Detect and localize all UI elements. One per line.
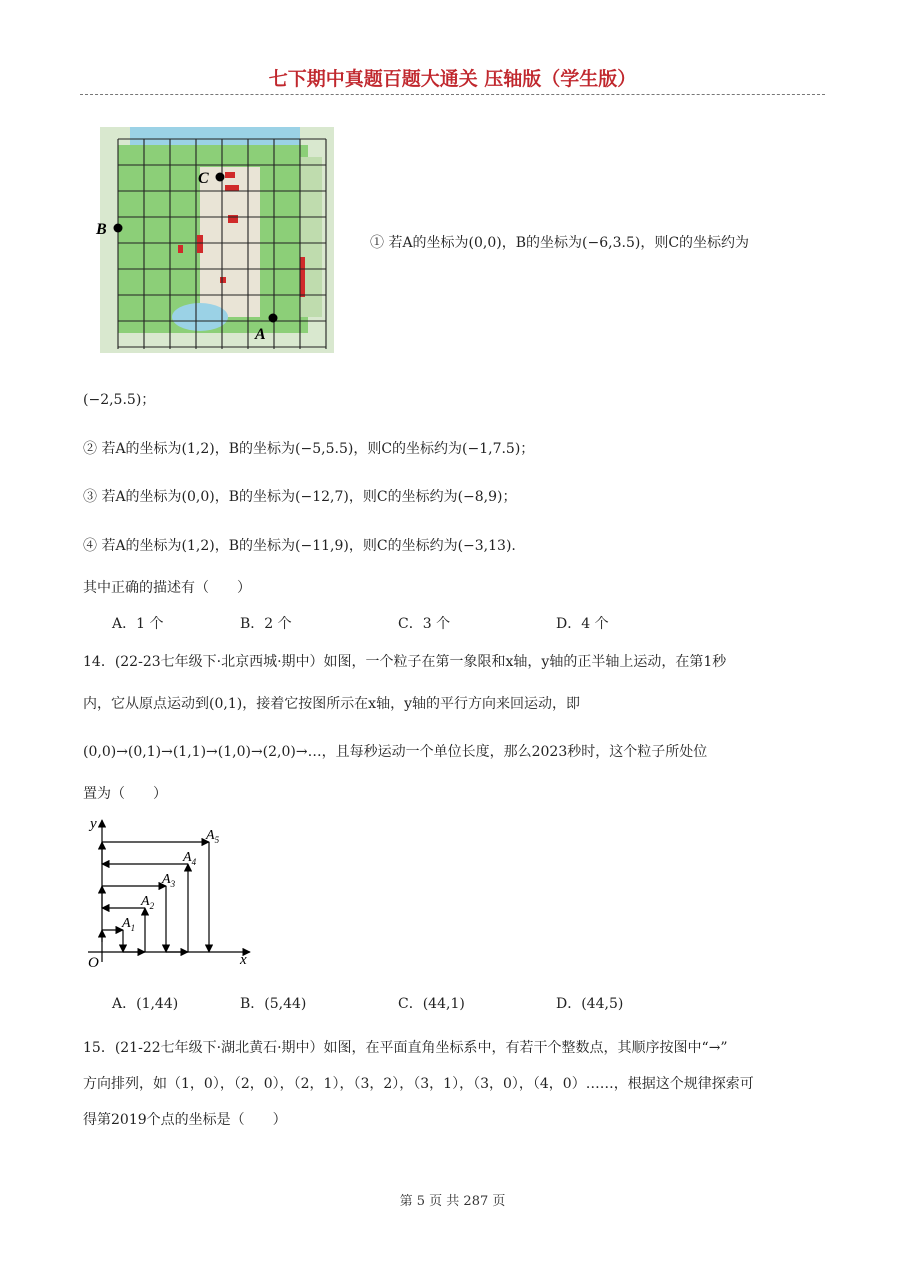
page-footer: 第 5 页 共 287 页 (399, 1194, 506, 1209)
point-a3-label: $A_3$ (162, 872, 176, 889)
q15-line-3: 得第2019个点的坐标是（ ） (83, 1112, 287, 1128)
point-a5-label: $A_5$ (206, 828, 220, 845)
q13-statement-2: ② 若A的坐标为(1,2)，B的坐标为(−5,5.5)，则C的坐标约为(−1,7.5)； (83, 441, 535, 457)
q14-line-3: (0,0)→(0,1)→(1,1)→(1,0)→(2,0)→…，且每秒运动一个单位长度，那么2023秒时，这个粒子所处位 (83, 744, 708, 760)
point-c-marker (216, 173, 225, 182)
map-figure (96, 127, 334, 353)
header-divider (80, 94, 825, 95)
q14-option-c[interactable]: C．(44,1) (398, 996, 465, 1012)
q14-option-b[interactable]: B．(5,44) (240, 996, 307, 1012)
y-axis-label: y (90, 816, 97, 832)
point-a-label: A (255, 326, 266, 343)
q13-option-a[interactable]: A．1 个 (112, 616, 164, 632)
q14-line-4: 置为（ ） (83, 786, 167, 802)
point-a4-label: $A_4$ (183, 850, 197, 867)
q13-prompt: 其中正确的描述有（ ） (83, 580, 251, 596)
q13-option-b[interactable]: B．2 个 (240, 616, 292, 632)
map-building (228, 215, 238, 223)
map-building (220, 277, 226, 283)
q15-line-2: 方向排列，如（1，0），（2，0），（2，1），（3，2），（3，1），（3，0），（4，0）……，根据这个规律探索可 (83, 1076, 754, 1092)
q15-line-1: 15．(21-22七年级下·湖北黄石·期中）如图，在平面直角坐标系中，有若干个整数点，其顺序按图中“→” (83, 1040, 728, 1056)
q13-option-d[interactable]: D．4 个 (556, 616, 609, 632)
map-building (225, 185, 239, 191)
q14-line-1: 14．(22-23七年级下·北京西城·期中）如图，一个粒子在第一象限和x轴，y轴的正半轴上运动，在第1秒 (83, 654, 727, 670)
q13-statement-1b: (−2,5.5)； (83, 392, 156, 408)
point-a1-label: $A_1$ (122, 916, 136, 933)
q14-option-d[interactable]: D．(44,5) (556, 996, 624, 1012)
q13-statement-4: ④ 若A的坐标为(1,2)，B的坐标为(−11,9)，则C的坐标约为(−3,13). (83, 538, 516, 554)
map-building (300, 257, 305, 297)
q13-statement-1a: ① 若A的坐标为(0,0)，B的坐标为(−6,3.5)，则C的坐标约为 (370, 235, 750, 251)
map-lake (172, 303, 228, 331)
q14-line-2: 内，它从原点运动到(0,1)，接着它按图所示在x轴，y轴的平行方向来回运动，即 (83, 696, 580, 712)
point-a-marker (269, 314, 278, 323)
point-b-label: B (96, 221, 107, 238)
origin-label: O (88, 955, 99, 971)
map-building (225, 172, 235, 178)
q14-particle-figure (78, 812, 268, 972)
point-c-label: C (198, 170, 209, 187)
page-header-title: 七下期中真题百题大通关 压轴版（学生版） (268, 68, 637, 90)
q13-option-c[interactable]: C．3 个 (398, 616, 451, 632)
q14-option-a[interactable]: A．(1,44) (112, 996, 179, 1012)
point-b-marker (114, 224, 123, 233)
map-building (197, 235, 203, 253)
x-axis-label: x (240, 952, 247, 968)
map-building (178, 245, 183, 253)
point-a2-label: $A_2$ (141, 894, 155, 911)
q13-statement-3: ③ 若A的坐标为(0,0)，B的坐标为(−12,7)，则C的坐标约为(−8,9)； (83, 489, 517, 505)
map-svg (96, 127, 334, 353)
